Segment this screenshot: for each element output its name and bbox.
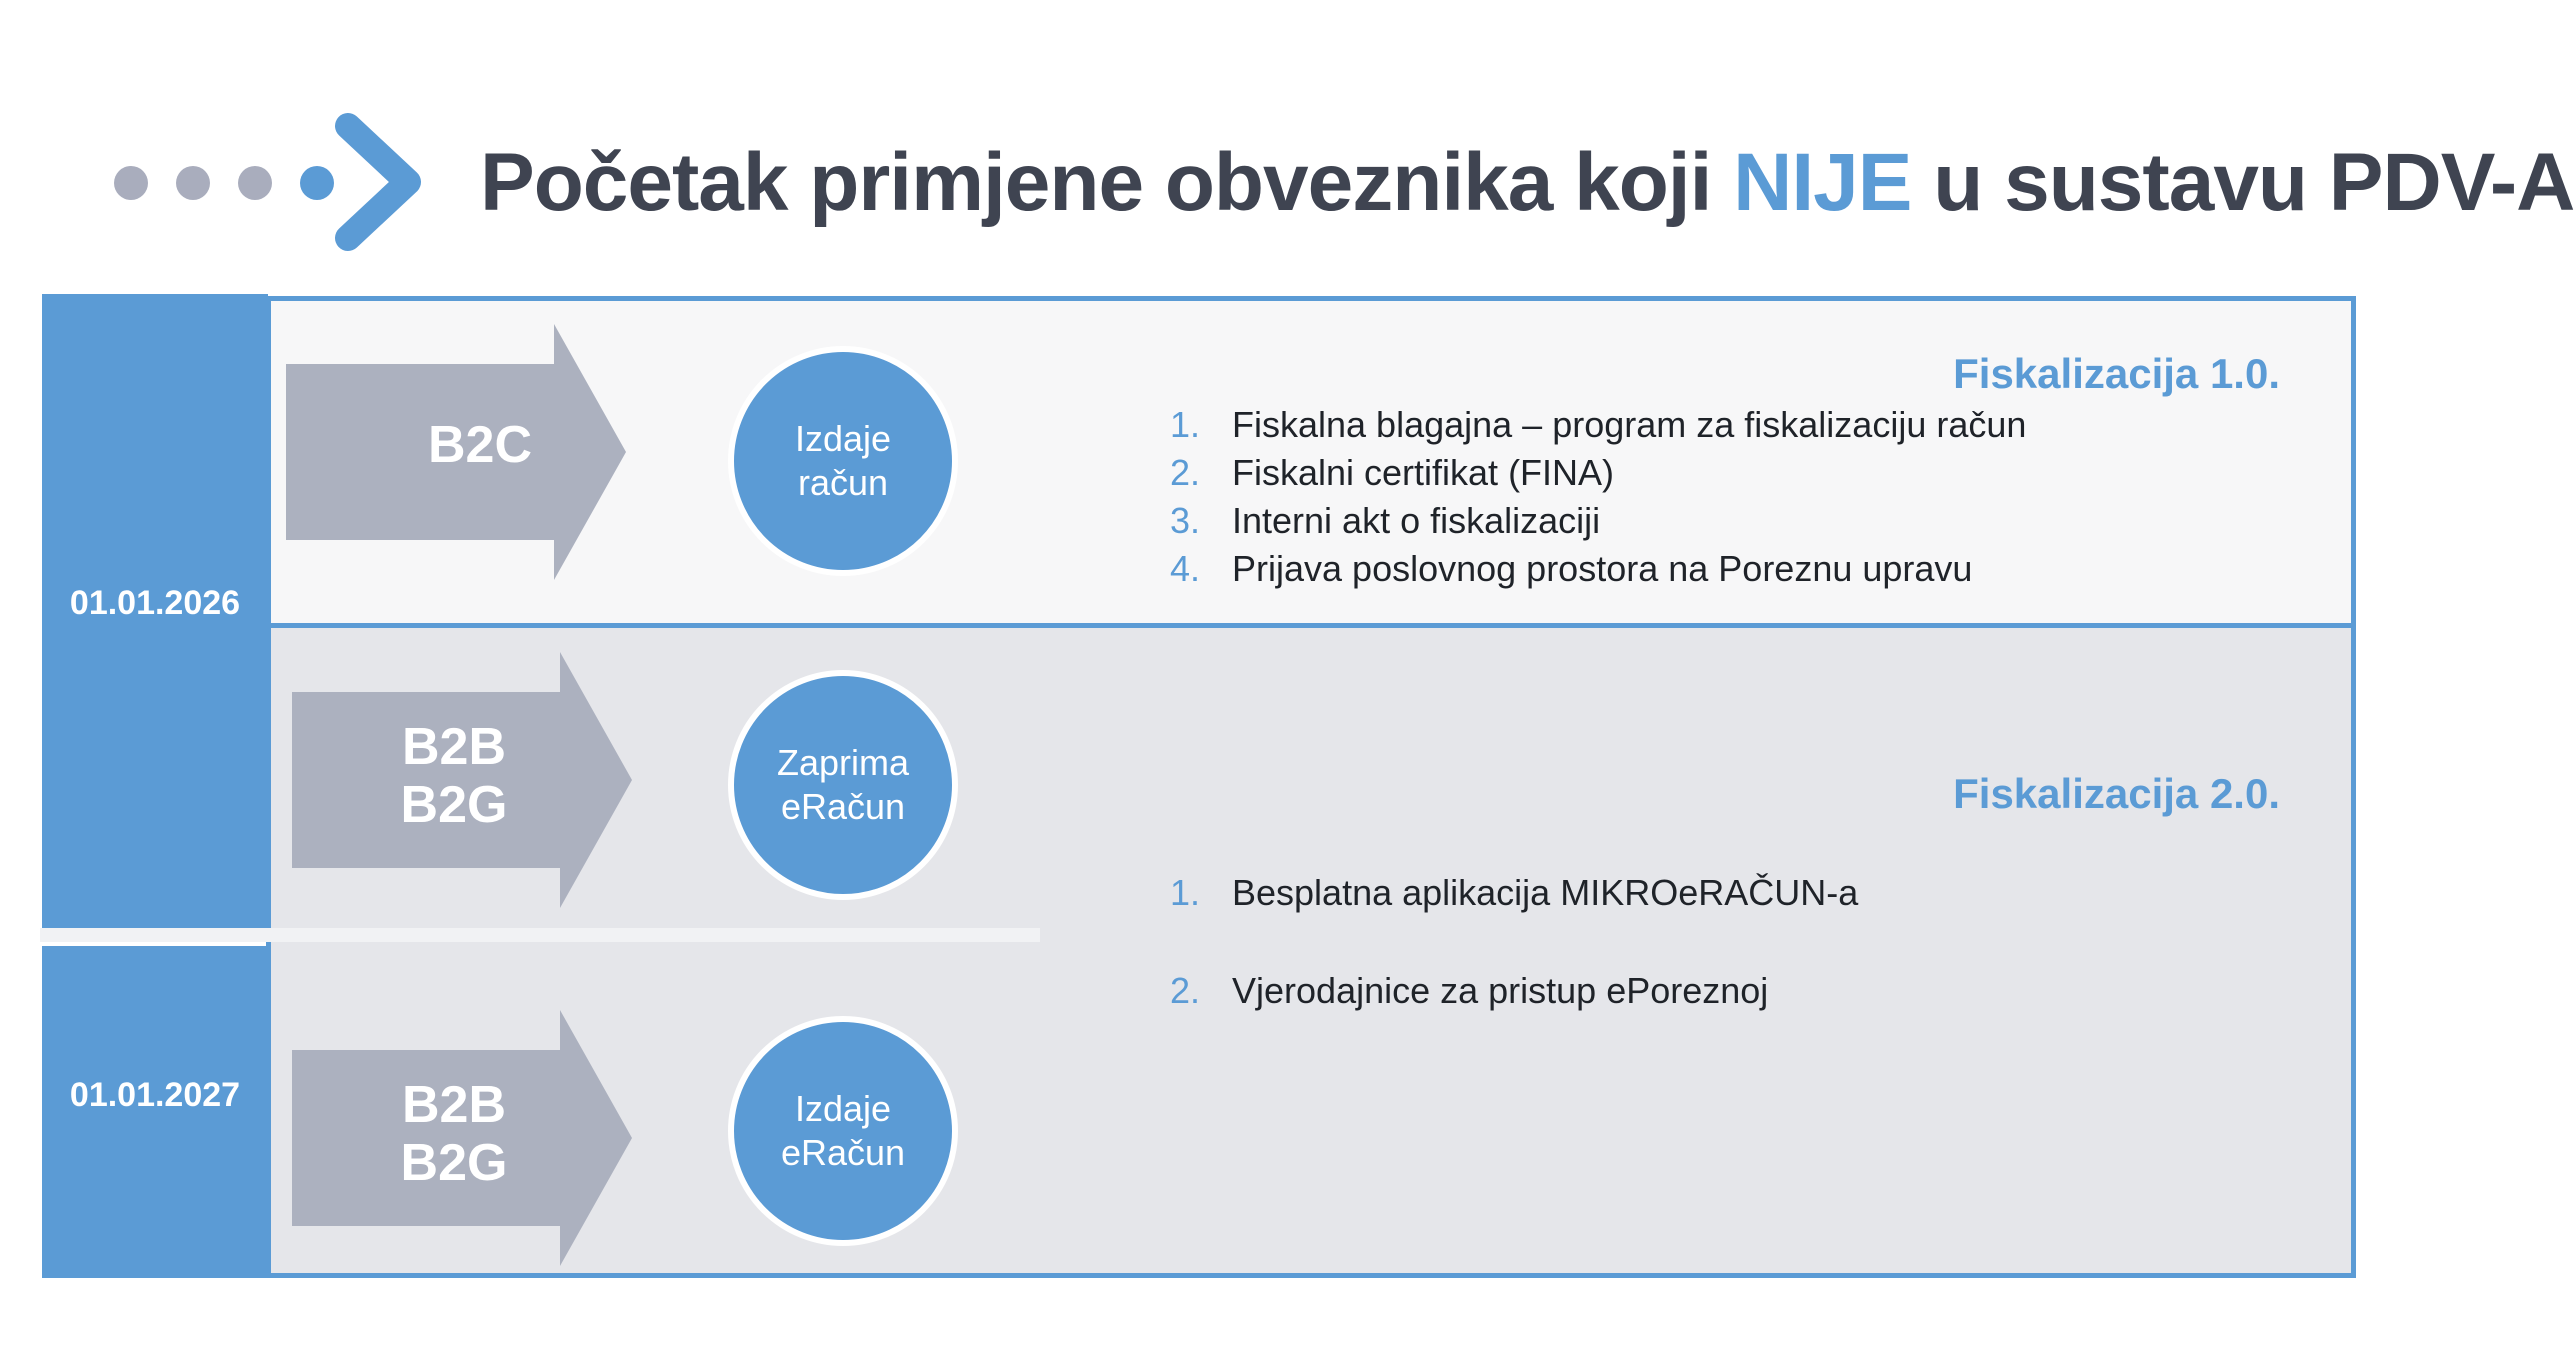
page-title: Početak primjene obveznika koji NIJE u sustavu PDV-A [480, 137, 2574, 228]
arrow-label-b2c: B2C [427, 416, 533, 474]
progress-dot-icon [238, 166, 272, 200]
section-divider [40, 928, 1040, 942]
fiskalizacija-1-title: Fiskalizacija 1.0. [1953, 350, 2280, 397]
list-item: 2. Fiskalni certifikat (FINA) [1170, 452, 1615, 493]
list-item: 3. Interni akt o fiskalizaciji [1170, 500, 1601, 541]
list-item: 1. Fiskalna blagajna – program za fiskalizaciju račun [1170, 404, 2027, 445]
arrow-label-b2b-b2g: B2B B2G [400, 1076, 508, 1192]
circle-izdaje-eracun: Izdaje eRačun [728, 1016, 958, 1246]
circle-izdaje-racun: Izdaje račun [728, 346, 958, 576]
header [0, 0, 2574, 280]
progress-dot-icon [300, 166, 334, 200]
list-item: 1. Besplatna aplikacija MIKROeRAČUN-a [1170, 872, 1859, 913]
title-highlight: NIJE [1733, 137, 1912, 228]
date-label-2027: 01.01.2027 [69, 1076, 241, 1114]
fiskalizacija-2-list [1170, 872, 2270, 1018]
circle-zaprima-eracun: Zaprima eRačun [728, 670, 958, 900]
progress-dot-icon [114, 166, 148, 200]
arrow-label-b2b-b2g: B2B B2G [400, 718, 508, 834]
fiskalizacija-2-title: Fiskalizacija 2.0. [1953, 770, 2280, 817]
chevron-right-icon [330, 112, 430, 252]
fiskalizacija-1-list [1170, 404, 2270, 596]
progress-dot-icon [176, 166, 210, 200]
list-item: 4. Prijava poslovnog prostora na Poreznu upravu [1170, 548, 1973, 589]
date-label-2026: 01.01.2026 [69, 584, 241, 622]
list-item: 2. Vjerodajnice za pristup ePoreznoj [1170, 970, 1769, 1011]
